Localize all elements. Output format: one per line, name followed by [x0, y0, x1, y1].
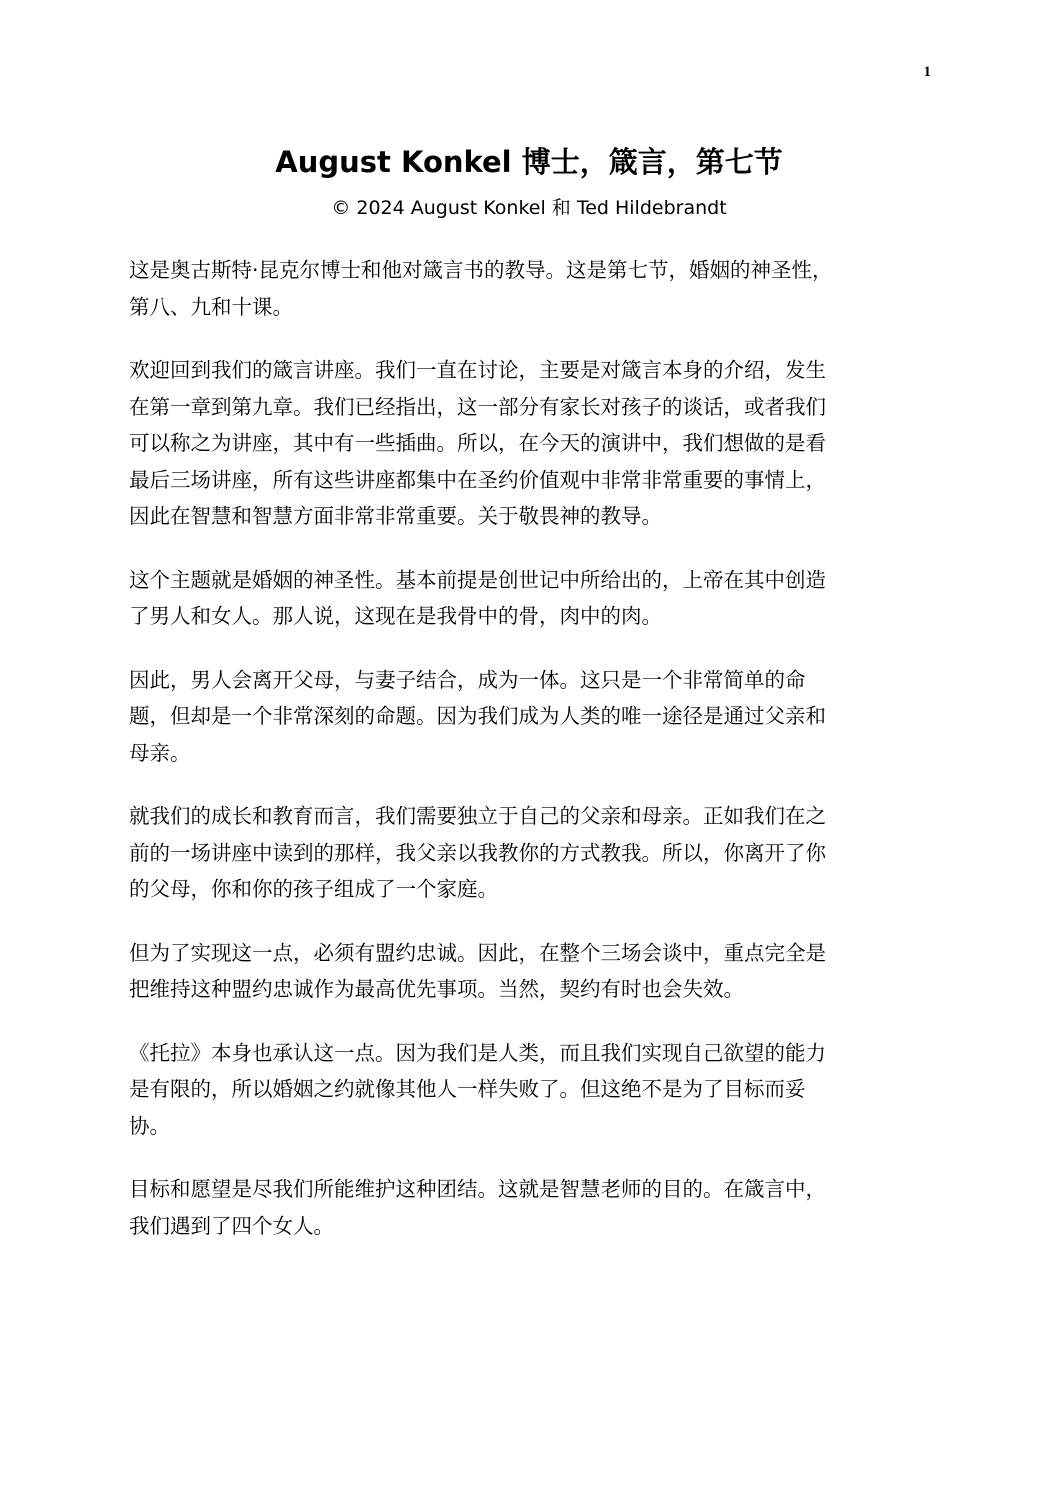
text-line: 最后三场讲座，所有这些讲座都集中在圣约价值观中非常非常重要的事情上， [129, 467, 826, 492]
text-line: 母亲。 [129, 740, 191, 765]
text-line: 可以称之为讲座，其中有一些插曲。所以，在今天的演讲中，我们想做的是看 [129, 431, 826, 455]
text-line: 前的一场讲座中读到的那样，我父亲以我教你的方式教我。所以，你离开了你 [129, 840, 826, 865]
text-line: 把维持这种盟约忠诚作为最高优先事项。当然，契约有时也会失效。 [129, 977, 744, 1001]
text-line: 目标和愿望是尽我们所能维护这种团结。这就是智慧老师的目的。在箴言中， [129, 1177, 826, 1201]
document-title: August Konkel 博士，箴言，第七节 [275, 145, 783, 179]
text-line: 这个主题就是婚姻的神圣性。基本前提是创世记中所给出的，上帝在其中创造 [129, 567, 826, 592]
page-number: 1 [923, 64, 931, 80]
text-line: 第八、九和十课。 [129, 294, 293, 319]
text-line: 了男人和女人。那人说，这现在是我骨中的骨，肉中的肉。 [129, 604, 662, 628]
text-line: 我们遇到了四个女人。 [129, 1213, 334, 1238]
text-line: 但为了实现这一点，必须有盟约忠诚。因此，在整个三场会谈中，重点完全是 [129, 940, 826, 965]
text-line: 协。 [129, 1113, 170, 1138]
paragraph [129, 662, 919, 772]
text-line: 因此，男人会离开父母，与妻子结合，成为一体。这只是一个非常简单的命 [129, 667, 806, 692]
paragraph [129, 562, 919, 635]
paragraph [129, 252, 919, 325]
text-line: 的父母，你和你的孩子组成了一个家庭。 [129, 877, 498, 901]
paragraph [129, 935, 919, 1008]
text-line: 就我们的成长和教育而言，我们需要独立于自己的父亲和母亲。正如我们在之 [129, 804, 826, 828]
paragraph [129, 1171, 919, 1244]
text-line: 是有限的，所以婚姻之约就像其他人一样失败了。但这绝不是为了目标而妥 [129, 1077, 806, 1101]
paragraph [129, 1035, 919, 1145]
paragraph [129, 798, 919, 908]
text-line: 在第一章到第九章。我们已经指出，这一部分有家长对孩子的谈话，或者我们 [129, 394, 826, 419]
text-line: 欢迎回到我们的箴言讲座。我们一直在讨论，主要是对箴言本身的介绍，发生 [129, 358, 826, 382]
text-line: 因此在智慧和智慧方面非常非常重要。关于敬畏神的教导。 [129, 504, 662, 528]
text-line: 这是奥古斯特·昆克尔博士和他对箴言书的教导。这是第七节，婚姻的神圣性， [129, 258, 833, 282]
copyright-line: © 2024 August Konkel 和 Ted Hildebrandt [331, 197, 727, 219]
text-line: 题，但却是一个非常深刻的命题。因为我们成为人类的唯一途径是通过父亲和 [129, 704, 826, 728]
paragraph [129, 352, 919, 535]
text-line: 《托拉》本身也承认这一点。因为我们是人类，而且我们实现自己欲望的能力 [129, 1040, 826, 1065]
document-body [129, 252, 919, 1271]
